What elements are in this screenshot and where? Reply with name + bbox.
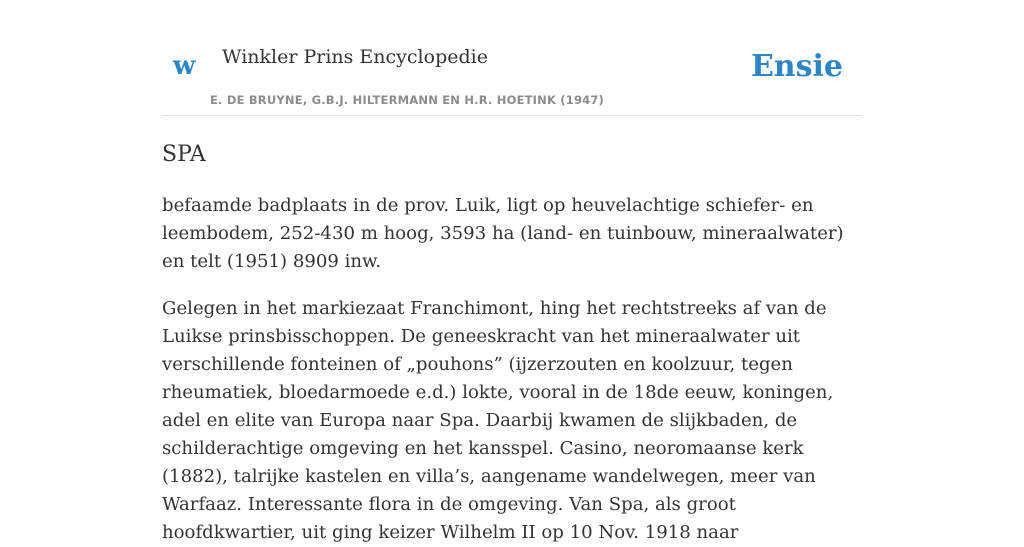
source-authors: E. DE BRUYNE, G.B.J. HILTERMANN EN H.R. HOETINK (1947) xyxy=(210,93,605,107)
source-header xyxy=(162,0,862,116)
entry-paragraph: Gelegen in het markiezaat Franchimont, hing het rechtstreeks af van de Luikse prinsbisschoppen. De geneeskracht van het mineraalwater uit verschillende fonteinen of „pouhons” (ijzerzouten en koolzuur, tegen rheumatiek, bloedarmoede e.d.) lokte, vooral in de 18de eeuw, koningen, adel en elite van Europa naar Spa. Daarbij kwamen de slijkbaden, de schilderachtige omgeving en het kansspel. Casino, neoromaanse kerk (1882), talrijke kastelen en villa’s, aangename wandelwegen, meer van Warfaaz. Interessante flora in de omgeving. Van Spa, als groot hoofdkwartier, uit ging keizer Wilhelm II op 10 Nov. 1918 naar xyxy=(162,298,834,543)
source-logo-icon[interactable]: w xyxy=(173,51,196,81)
entry-paragraph: befaamde badplaats in de prov. Luik, ligt op heuvelachtige schiefer- en leembodem, 252-430 m hoog, 3593 ha (land- en tuinbouw, mineraalwater) en telt (1951) 8909 inw. xyxy=(162,195,844,272)
entry-title: SPA xyxy=(162,142,206,167)
source-title[interactable]: Winkler Prins Encyclopedie xyxy=(222,46,488,68)
ensie-logo-link[interactable]: Ensie xyxy=(750,49,843,84)
entry-content xyxy=(162,140,862,547)
